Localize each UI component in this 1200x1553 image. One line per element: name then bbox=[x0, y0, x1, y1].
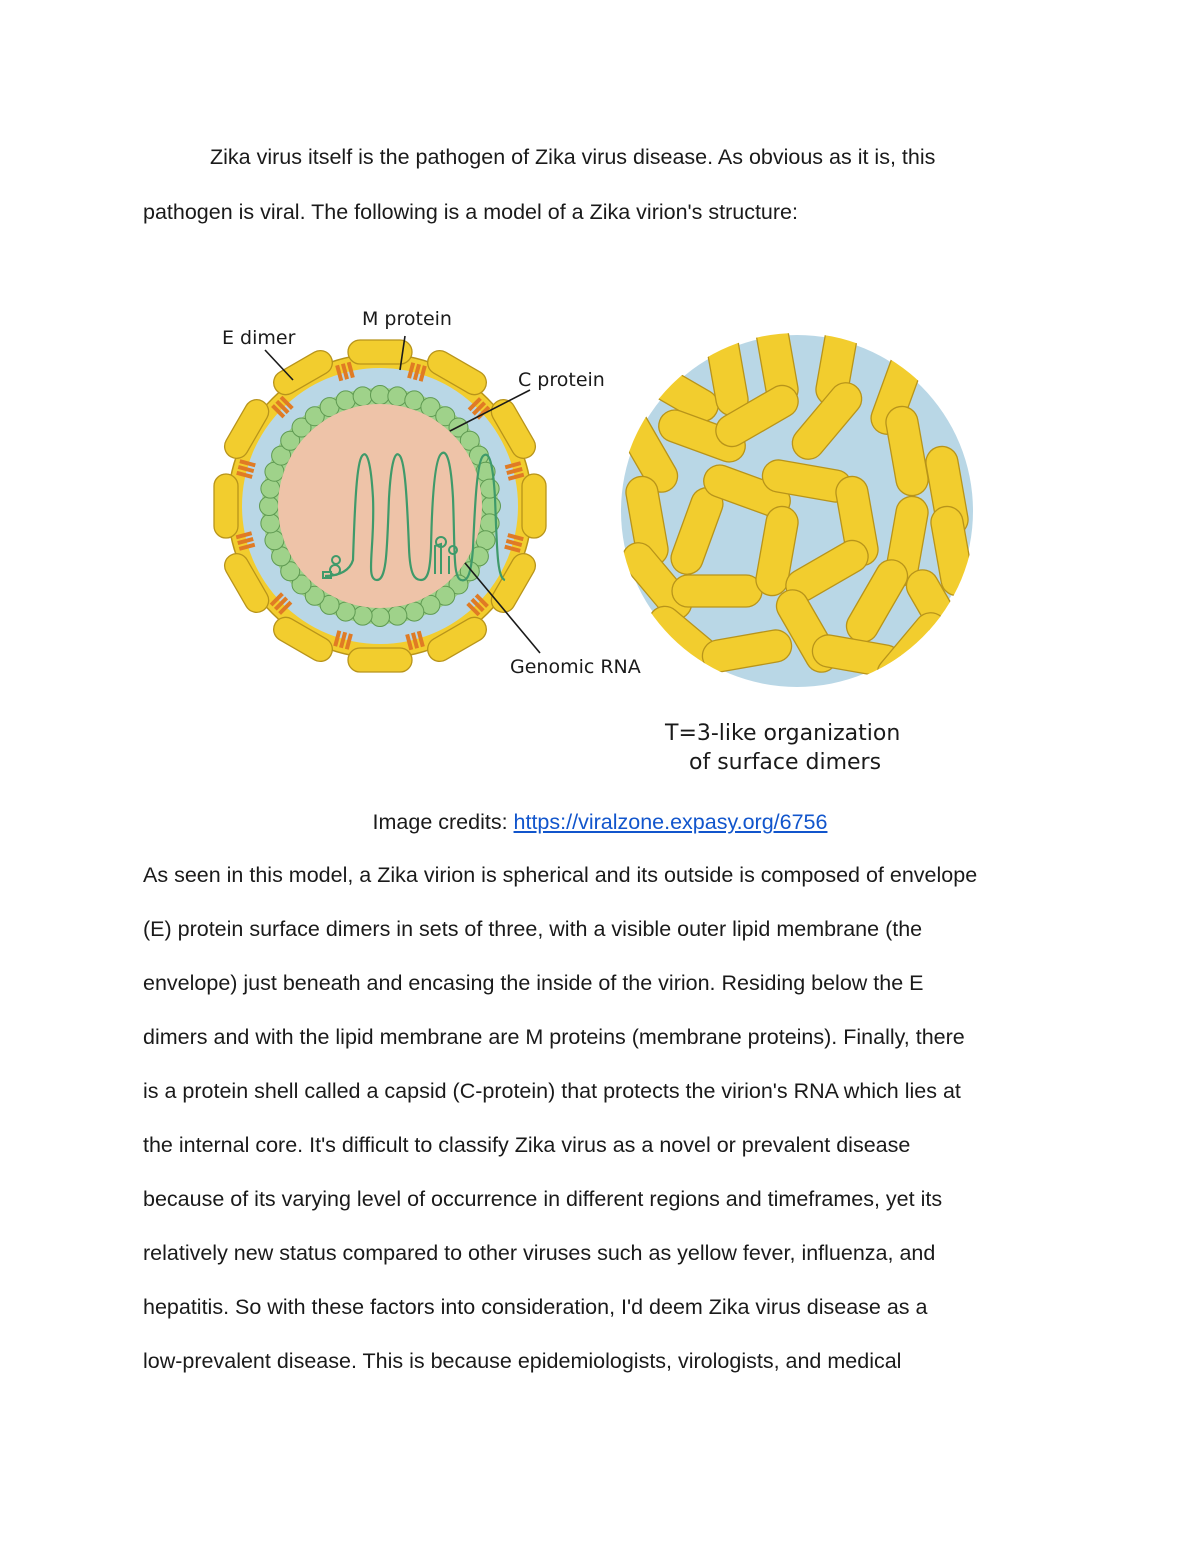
body-line: As seen in this model, a Zika virion is spherical and its outside is composed of envelope bbox=[143, 863, 978, 887]
capsid-subunit bbox=[371, 608, 390, 627]
image-caption bbox=[0, 809, 1200, 835]
virion-surface-view bbox=[611, 314, 976, 696]
caption-prefix: Image credits: bbox=[372, 810, 514, 834]
body-line: is a protein shell called a capsid (C-protein) that protects the virion's RNA which lies at bbox=[143, 1079, 961, 1103]
virion-cross-section bbox=[214, 340, 546, 672]
label-organization-line2: of surface dimers bbox=[689, 750, 882, 775]
capsid-subunit bbox=[480, 479, 499, 498]
label-genomic-rna: Genomic RNA bbox=[510, 656, 641, 678]
surface-e-dimer bbox=[672, 575, 762, 607]
label-m-protein: M protein bbox=[362, 308, 452, 330]
zika-virion-figure bbox=[205, 298, 995, 783]
body-line: the internal core. It's difficult to classify Zika virus as a novel or prevalent disease bbox=[143, 1133, 911, 1157]
body-line: (E) protein surface dimers in sets of three, with a visible outer lipid membrane (the bbox=[143, 917, 923, 941]
capsid-subunit bbox=[388, 387, 407, 406]
label-organization-line1: T=3-like organization bbox=[665, 721, 901, 746]
capsid-subunit bbox=[261, 514, 280, 533]
e-dimer-lobe bbox=[348, 648, 412, 672]
capsid-subunit bbox=[388, 606, 407, 625]
capsid-subunit bbox=[353, 387, 372, 406]
e-dimer bbox=[522, 474, 546, 538]
intro-line-2: pathogen is viral. The following is a model of a Zika virion's structure: bbox=[143, 200, 798, 224]
e-dimer bbox=[214, 474, 238, 538]
e-dimer-lobe bbox=[214, 474, 238, 538]
body-line: envelope) just beneath and encasing the inside of the virion. Residing below the E bbox=[143, 971, 924, 995]
body-line: low-prevalent disease. This is because epidemiologists, virologists, and medical bbox=[143, 1349, 902, 1373]
body-line: because of its varying level of occurrence in different regions and timeframes, yet its bbox=[143, 1187, 943, 1211]
e-dimer bbox=[348, 648, 412, 672]
e-dimer-lobe bbox=[522, 474, 546, 538]
intro-line-1: Zika virus itself is the pathogen of Zika virus disease. As obvious as it is, this bbox=[210, 145, 936, 169]
body-line: hepatitis. So with these factors into consideration, I'd deem Zika virus disease as a bbox=[143, 1295, 928, 1319]
label-e-dimer: E dimer bbox=[222, 327, 296, 349]
capsid-subunit bbox=[265, 531, 284, 550]
capsid-subunit bbox=[405, 602, 424, 621]
body-line: relatively new status compared to other viruses such as yellow fever, influenza, and bbox=[143, 1241, 936, 1265]
capsid-subunit bbox=[482, 497, 501, 516]
capsid-subunit bbox=[353, 606, 372, 625]
body-line: dimers and with the lipid membrane are M proteins (membrane proteins). Finally, there bbox=[143, 1025, 965, 1049]
capsid-subunit bbox=[260, 497, 279, 516]
virion-diagram-svg bbox=[205, 298, 995, 783]
capsid-subunit bbox=[261, 479, 280, 498]
caption-link[interactable]: https://viralzone.expasy.org/6756 bbox=[513, 810, 828, 834]
label-c-protein: C protein bbox=[518, 369, 605, 391]
capsid-subunit bbox=[371, 386, 390, 405]
capsid-subunit bbox=[336, 391, 355, 410]
